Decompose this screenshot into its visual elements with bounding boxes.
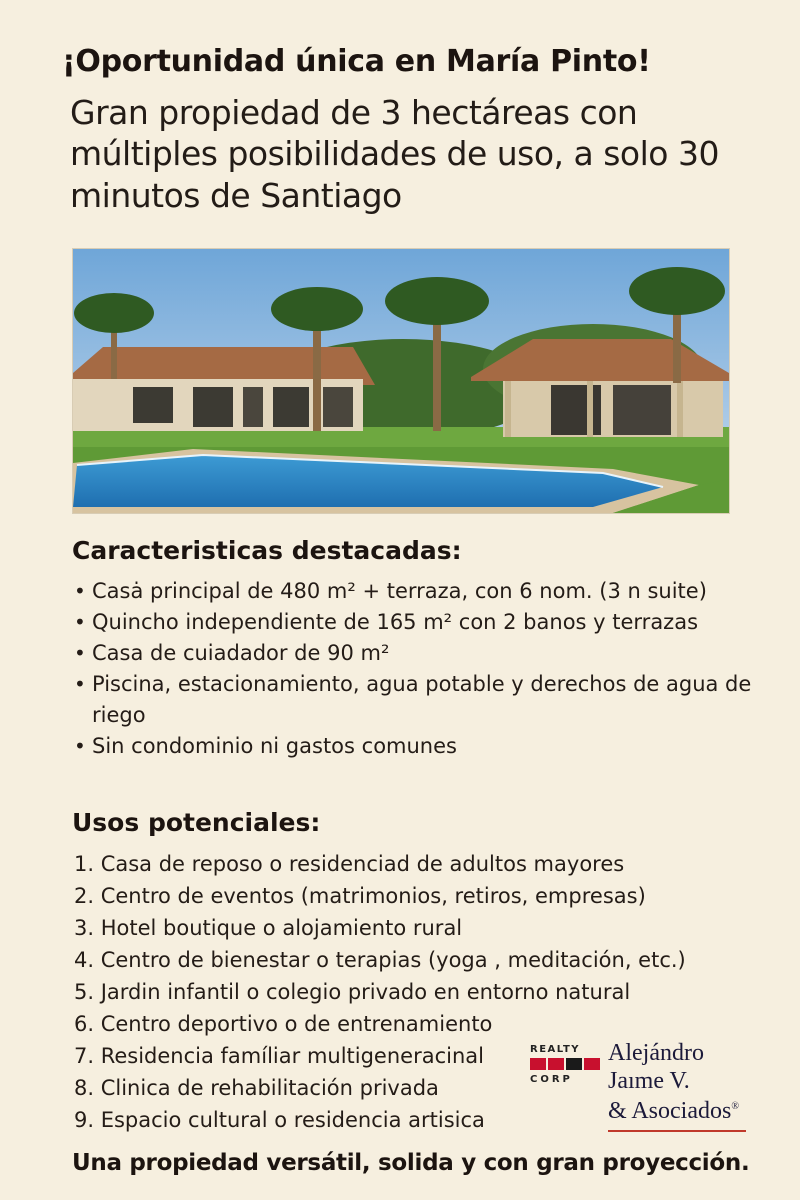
list-item: • Casȧ principal de 480 m² + terraza, con 6 nom. (3 n suite) [74, 579, 707, 603]
list-item: 4. Centro de bienestar o terapias (yoga , meditación, etc.) [74, 948, 686, 972]
page-subtitle: Gran propiedad de 3 hectáreas con múltiples posibilidades de uso, a solo 30 minutos de Santiago [70, 93, 719, 215]
realty-logo [528, 1040, 768, 1135]
list-item: • Quincho independiente de 165 m² con 2 banos y terrazas [74, 610, 699, 634]
logo-name-line2: Jaıme V. [608, 1068, 690, 1094]
features-heading: Caracteristicas destacadas: [72, 536, 462, 565]
list-item: 3. Hotel boutique o alojamiento rural [74, 916, 463, 940]
list-item: 5. Jardin infantil o colegio privado en entorno natural [74, 980, 631, 1004]
features-list [72, 576, 762, 762]
list-item: 6. Centro deportivo o de entrenamiento [74, 1012, 493, 1036]
list-item: • Casa de cuiadador de 90 m² [74, 641, 390, 665]
list-item: 9. Espacio cultural o residencia artisica [74, 1108, 485, 1132]
page-title: ¡Oportunidad única en María Pinto! [62, 44, 651, 79]
list-item: • Piscina, estacionamiento, agua potable y derechos de agua de riego [74, 672, 752, 727]
logo-name-line3: & Asociados® [608, 1098, 739, 1124]
logo-squares-icon [530, 1058, 600, 1070]
list-item: 1. Casa de reposo o residenciad de adultos mayores [74, 852, 625, 876]
logo-name-line1: Alejándro [608, 1040, 704, 1066]
logo-realty-text: REALTY [530, 1044, 581, 1055]
registered-mark: ® [731, 1101, 739, 1112]
logo-underline [608, 1130, 746, 1132]
logo-corp-text: CORP [530, 1074, 573, 1085]
list-item: 7. Residencia famíliar multigeneracinal [74, 1044, 484, 1068]
list-item: 8. Clinica de rehabilitación privada [74, 1076, 439, 1100]
property-photo [72, 248, 730, 514]
list-item: 2. Centro de eventos (matrimonios, retiros, empresas) [74, 884, 646, 908]
list-item: • Sin condominio ni gastos comunes [74, 734, 457, 758]
footer-tagline: Una propiedad versátil, solida y con gran proyección. [72, 1150, 750, 1176]
uses-heading: Usos potenciales: [72, 808, 321, 837]
